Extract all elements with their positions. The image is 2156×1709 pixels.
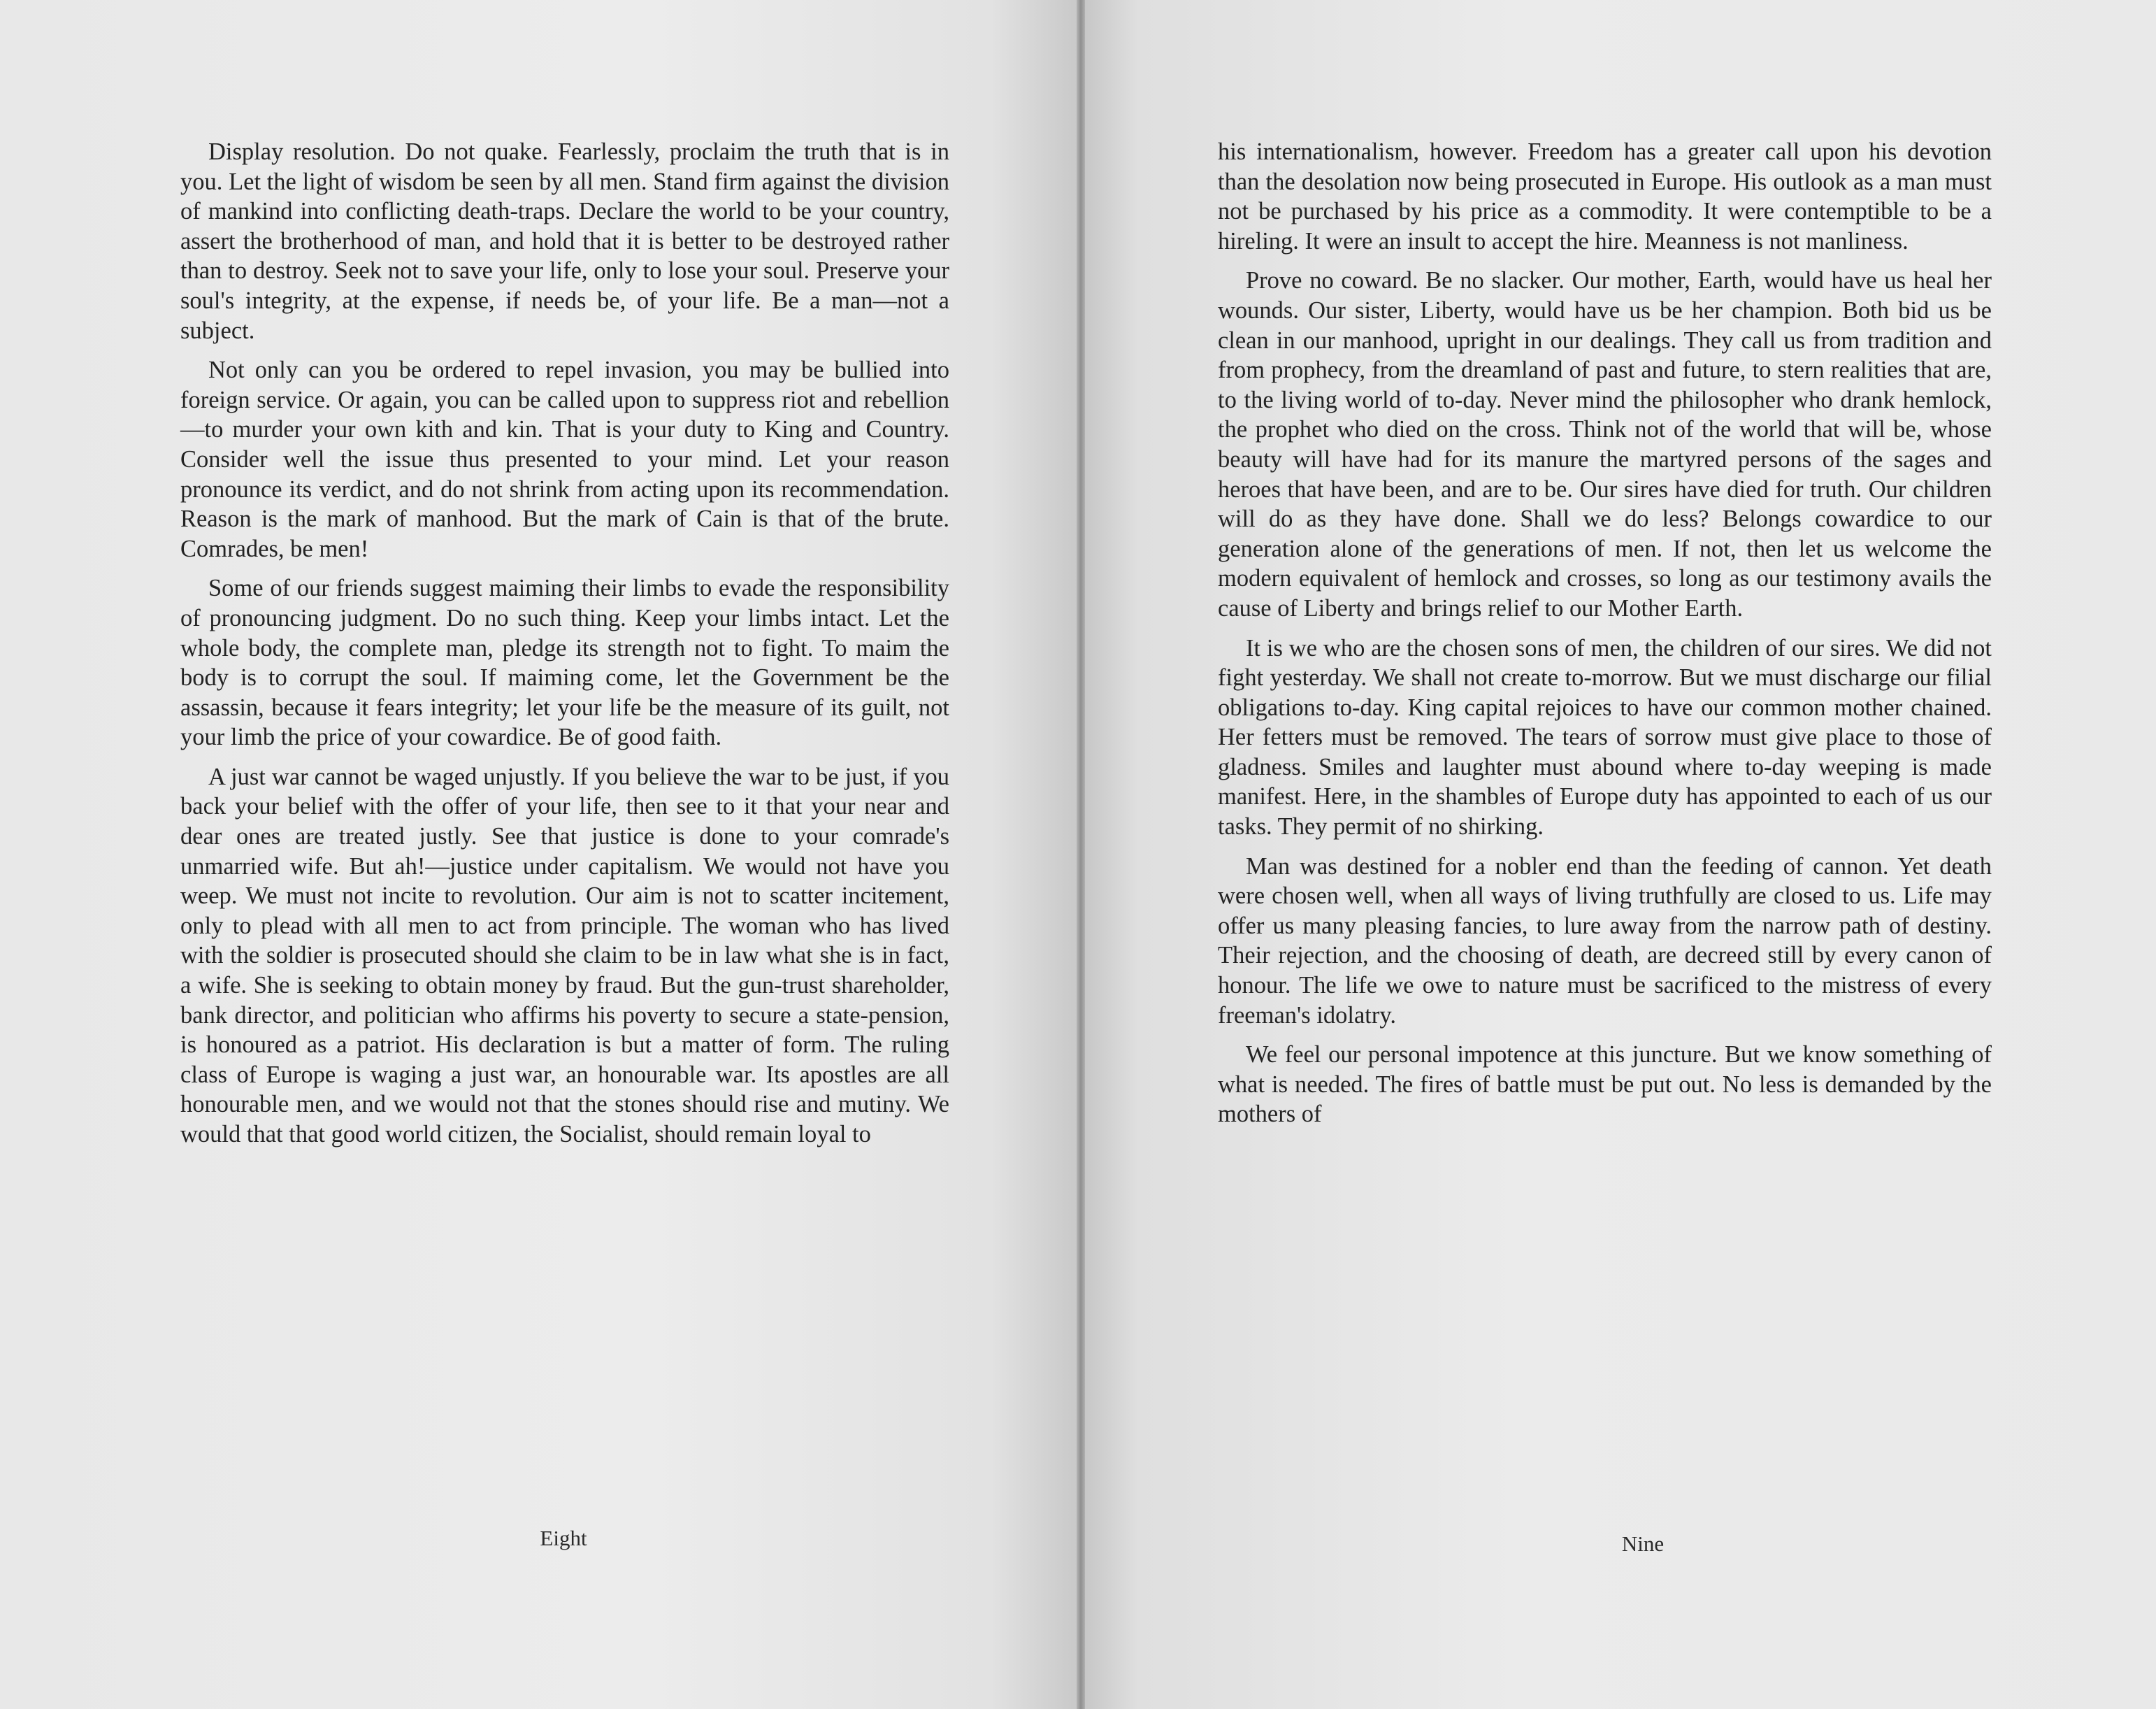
paragraph: Prove no coward. Be no slacker. Our mother, Earth, would have us heal her wounds. Our sister, Liberty, would have us be her champion. Both bid us be clean in our manhood, upright in our dealings. They call us from tradition and from prophecy, from the dreamland of past and future, to stern realities that are, to the living world of to-day. Never mind the philosopher who drank hemlock, the prophet who died on the cross. Think not of the world that will be, whose beauty will have had for its manure the martyred persons of the sages and heroes that have been, and are to be. Our sires have died for truth. Our children will do as they have done. Shall we do less? Belongs cowardice to our generation alone of the generations of men. If not, then let us welcome the modern equivalent of hemlock and crosses, so long as our testimony avails the cause of Liberty and brings relief to our Mother Earth. bbox=[1218, 267, 1992, 622]
paragraph: Display resolution. Do not quake. Fearlessly, proclaim the truth that is in you. Let the light of wisdom be seen by all men. Stand firm against the division of mankind into conflicting death-traps. Declare the world to be your country, assert the brotherhood of man, and hold that it is better to be destroyed rather than to destroy. Seek not to save your life, only to lose your soul. Preserve your soul's integrity, at the expense, if needs be, of your life. Be a man—not a subject. bbox=[180, 138, 949, 344]
right-page-text bbox=[1218, 137, 1992, 1139]
paragraph: It is we who are the chosen sons of men, the children of our sires. We did not fight yesterday. We shall not create to-morrow. But we must discharge our filial obligations to-day. King capital rejoices to have our common mother chained. Her fetters must be removed. The tears of sorrow must give place to those of gladness. Smiles and laughter must abound where to-day weeping is made manifest. Here, in the shambles of Europe duty has appointed to each of us our tasks. They permit of no shirking. bbox=[1218, 634, 1992, 841]
left-page-text bbox=[180, 137, 949, 1159]
paragraph: A just war cannot be waged unjustly. If you believe the war to be just, if you back your belief with the offer of your life, then see to it that your near and dear ones are treated justly. See that justice is done to your comrade's unmarried wife. But ah!—justice under capitalism. We would not have you weep. We must not incite to revolution. Our aim is not to scatter incitement, only to plead with all men to act from principle. The woman who has lived with the soldier is prosecuted should she claim to be in law what she is in fact, a wife. She is seeking to obtain money by fraud. But the gun-trust shareholder, bank director, and politician who affirms his poverty to secure a state-pension, is honoured as a patriot. His declaration is but a matter of form. The ruling class of Europe is waging a just war, an honourable war. Its apostles are all honourable men, and we would not that the stones should rise and mutiny. We would that that good world citizen, the Socialist, should remain loyal to bbox=[180, 763, 949, 1147]
page-number: Eight bbox=[540, 1526, 587, 1550]
book-gutter bbox=[1077, 0, 1085, 1709]
right-page bbox=[1085, 0, 2156, 1709]
page-number: Nine bbox=[1621, 1531, 1665, 1556]
paragraph: Not only can you be ordered to repel invasion, you may be bullied into foreign service. Or again, you can be called upon to suppress riot and rebellion—to murder your own kith and kin. That is your duty to King and Country. Consider well the issue thus presented to your mind. Let your reason pronounce its verdict, and do not shrink from acting upon its recommendation. Reason is the mark of manhood. But the mark of Cain is that of the brute. Comrades, be men! bbox=[180, 357, 949, 562]
paragraph: his internationalism, however. Freedom has a greater call upon his devotion than the desolation now being prosecuted in Europe. His outlook as a man must not be purchased by his price as a commodity. It were contemptible to be a hireling. It were an insult to accept the hire. Meanness is not manliness. bbox=[1218, 138, 1992, 255]
left-page bbox=[0, 0, 1077, 1709]
paragraph: Some of our friends suggest maiming their limbs to evade the responsibility of pronouncing judgment. Do no such thing. Keep your limbs intact. Let the whole body, the complete man, pledge its strength not to fight. To maim the body is to corrupt the soul. If maiming come, let the Government be the assassin, because it fears integrity; let your life be the measure of its guilt, not your limb the price of your cowardice. Be of good faith. bbox=[180, 575, 949, 751]
paragraph: Man was destined for a nobler end than the feeding of cannon. Yet death were chosen well, when all ways of living truthfully are closed to us. Life may offer us many pleasing fancies, to lure away from the narrow path of destiny. Their rejection, and the choosing of death, are decreed still by every canon of honour. The life we owe to nature must be sacrificed to the mistress of every freeman's idolatry. bbox=[1218, 852, 1992, 1029]
paragraph: We feel our personal impotence at this juncture. But we know something of what is needed. The fires of battle must be put out. No less is demanded by the mothers of bbox=[1218, 1041, 1992, 1128]
